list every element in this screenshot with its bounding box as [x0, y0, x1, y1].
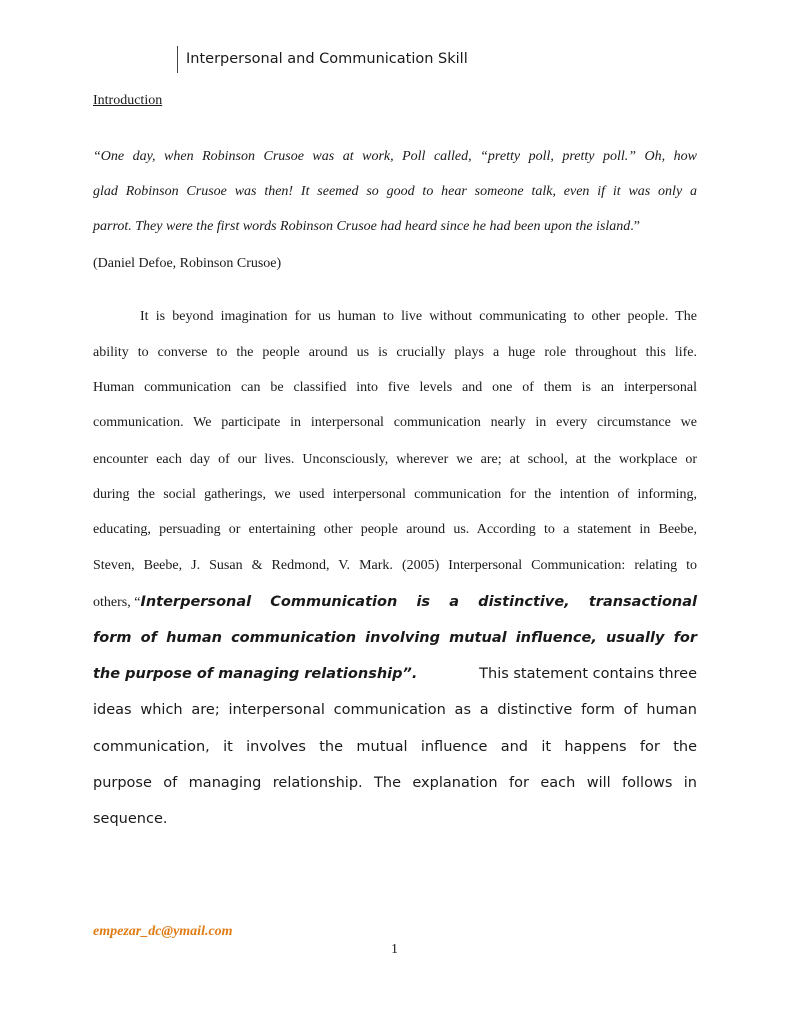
quote-line-last [93, 218, 697, 236]
emphasis-line-first [93, 592, 697, 613]
quote-line: “One day, when Robinson Crusoe was at work, Poll called, “pretty poll, pretty poll.” Oh, how [93, 149, 697, 164]
body-line: educating, persuading or entertaining other people around us. According to a statement in Beebe, [93, 522, 697, 537]
body-sans-line: communication, it involves the mutual influence and it happens for the [93, 739, 697, 755]
body-sans-line: ideas which are; interpersonal communication as a distinctive form of human [93, 702, 697, 718]
quote-line: glad Robinson Crusoe was then! It seemed so good to hear someone talk, even if it was only a [93, 184, 697, 199]
body-line: ability to converse to the people around us is crucially plays a huge role throughout this life. [93, 345, 697, 360]
others-prefix: others, “ [93, 595, 141, 610]
body-line: It is beyond imagination for us human to live without communicating to other people. The [140, 309, 697, 324]
emphasis-text: the purpose of managing relationship”. [93, 666, 418, 682]
body-line: during the social gatherings, we used interpersonal communication for the intention of informing, [93, 487, 697, 502]
page-number: 1 [391, 942, 398, 957]
footer-email[interactable]: empezar_dc@ymail.com [93, 924, 233, 939]
body-sans-line-last: sequence. [93, 811, 168, 827]
quote-end-mark: .” [630, 219, 640, 234]
page-header: Interpersonal and Communication Skill [177, 46, 468, 73]
emphasis-tail: This statement contains three [479, 666, 697, 682]
section-heading: Introduction [93, 93, 163, 108]
body-line: Human communication can be classified into five levels and one of them is an interpersonal [93, 380, 697, 395]
emphasis-line-last [93, 664, 697, 684]
quote-text: parrot. They were the first words Robinson Crusoe had heard since he had been upon the island [93, 219, 631, 234]
emphasis-line: form of human communication involving mutual influence, usually for [93, 630, 697, 646]
body-sans-line: purpose of managing relationship. The explanation for each will follows in [93, 775, 697, 791]
body-line: Steven, Beebe, J. Susan & Redmond, V. Mark. (2005) Interpersonal Communication: relating to [93, 558, 697, 573]
emphasis-text: Interpersonal Communication is a distinctive, transactional [140, 594, 697, 610]
quote-attribution: (Daniel Defoe, Robinson Crusoe) [93, 256, 282, 271]
body-line: encounter each day of our lives. Unconsciously, wherever we are; at school, at the workplace or [93, 452, 697, 467]
body-line: communication. We participate in interpersonal communication nearly in every circumstance we [93, 415, 697, 430]
